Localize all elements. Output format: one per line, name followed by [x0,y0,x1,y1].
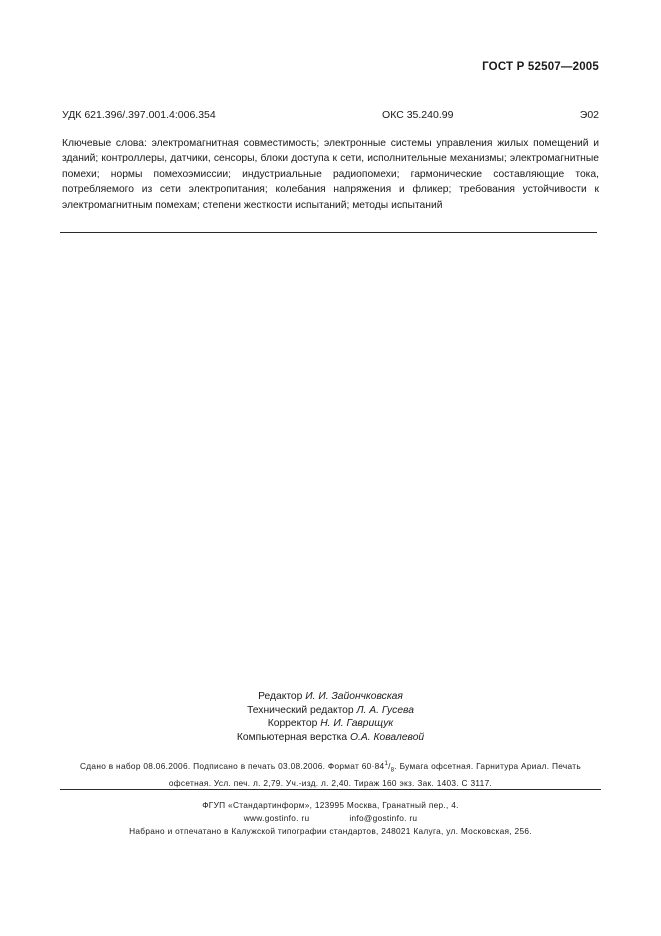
print-info-line2: офсетная. Усл. печ. л. 2,79. Уч.-изд. л. 2,40. Тираж 160 экз. Зак. 1403. С 3117. [168,778,493,789]
publisher-website: www.gostinfo. ru [243,813,310,824]
credits-block [0,690,661,744]
printer-address: Набрано и отпечатано в Калужской типографии стандартов, 248021 Калуга, ул. Московская, 256. [129,826,532,837]
publisher-contacts [0,812,661,825]
standard-code: ГОСТ Р 52507—2005 [482,61,599,73]
print-info-text: . Бумага офсетная. Гарнитура Ариал. Печать [394,760,581,771]
credit-layout [0,731,661,745]
credit-role: Редактор [258,691,303,702]
keywords-paragraph: Ключевые слова: электромагнитная совместимость; электронные системы управления жилых помещений и зданий; контроллеры, датчики, сенсоры, блоки доступа к сети, исполнительные механизмы; электромагнитные помехи; нормы помехоэмиссии; индустриальные радиопомехи; гармонические составляющие тока, потребляемого из сети электропитания; колебания напряжения и фликер; требования устойчивости к электромагнитным помехам; степени жесткости испытаний; методы испытаний [62,138,599,211]
publisher-email: info@gostinfo. ru [349,813,418,824]
format-fraction-num: 1 [384,761,389,767]
publisher-block [0,799,661,839]
credit-name: Л. А. Гусева [356,704,414,716]
udk-code: УДК 621.396/.397.001.4:006.354 [62,109,216,121]
group-code: Э02 [579,109,599,121]
top-divider [60,232,597,233]
credit-role: Корректор [267,718,318,730]
credit-technical-editor [0,704,661,718]
format-fraction-den: 8 [390,767,395,774]
credit-editor [0,690,661,704]
print-info-text: Сдано в набор 08.06.2006. Подписано в печать 03.08.2006. Формат 60·84 [80,760,385,771]
oks-code: ОКС 35.240.99 [382,109,454,121]
bottom-divider [60,789,601,790]
credit-name: Н. И. Гаврищук [320,718,394,730]
credit-name: И. И. Зайончковская [305,691,403,702]
print-info-line1: Сдано в набор 08.06.2006. Подписано в печать 03.08.2006. Формат $60\cdot 84^1/_8$. Бумага офсетная. Гарнитура Ариал. Печать [80,760,581,774]
credit-name: О.А. Ковалевой [350,731,425,743]
credit-role: Компьютерная верстка [236,731,348,743]
print-info [62,758,599,790]
classification-row [62,109,599,121]
publisher-address: ФГУП «Стандартинформ», 123995 Москва, Гранатный пер., 4. [202,800,459,810]
credit-proofreader [0,717,661,731]
credit-role: Технический редактор [247,704,354,716]
